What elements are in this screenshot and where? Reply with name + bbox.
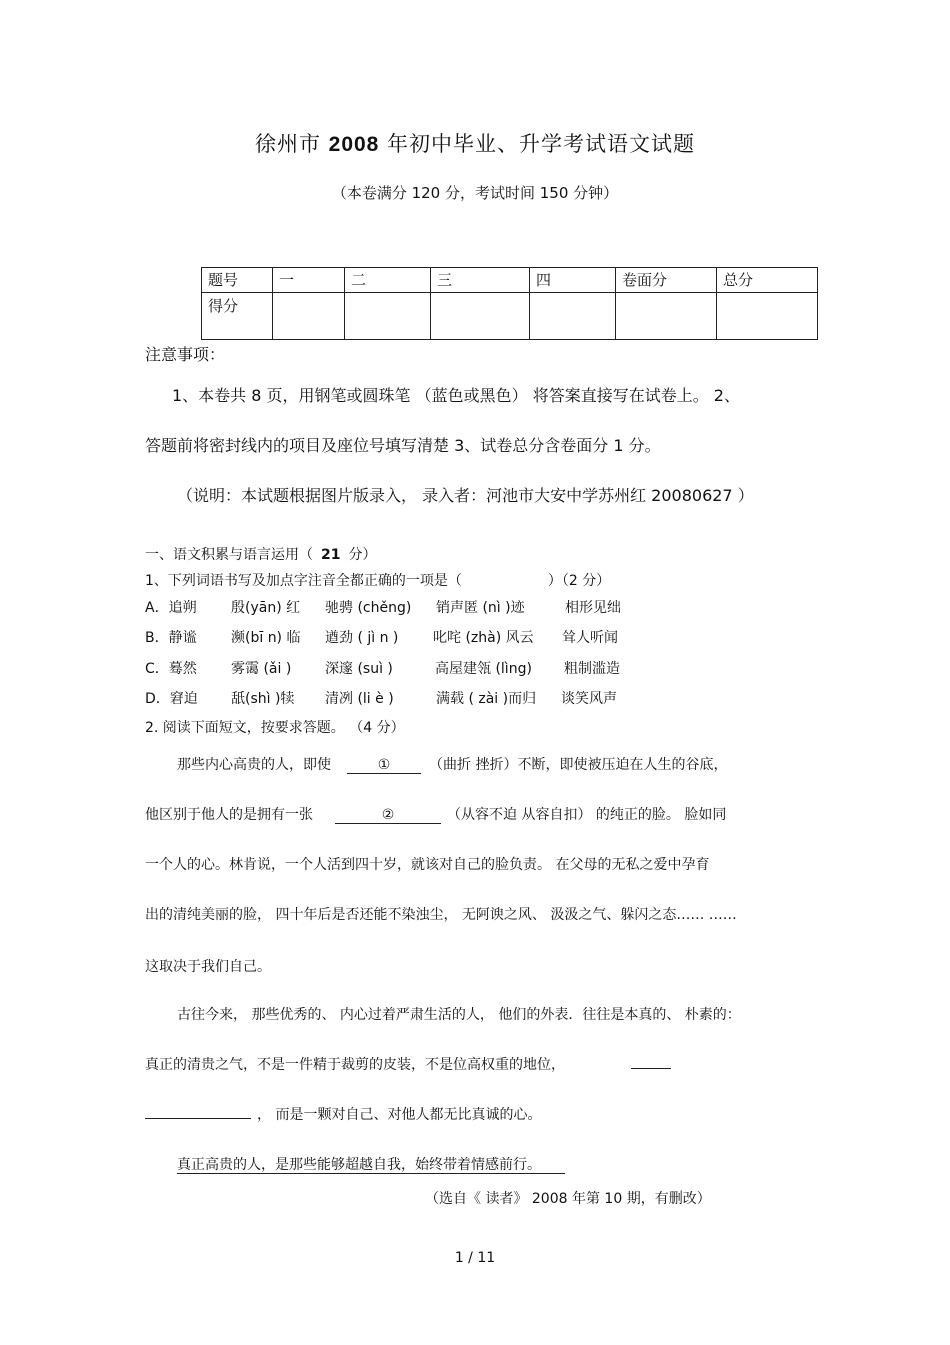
option-label: C．蓦然 <box>145 661 197 677</box>
passage-line-3: 一个人的心。林肯说，一个人活到四十岁，就该对自己的脸负责。 在父母的无私之爱中孕育 <box>145 857 710 873</box>
q1-stem-end: ）（2 分） <box>547 573 611 589</box>
section1-heading-post: 分） <box>348 547 377 563</box>
notes-line-2: 答题前将密封线内的项目及座位号填写清楚 3、试卷总分含卷面分 1 分。 <box>145 436 661 455</box>
passage-text: 真正的清贵之气，不是一件精于裁剪的皮装，不是位高权重的地位， <box>145 1057 565 1073</box>
title-suffix: 年初中毕业、升学考试语文试题 <box>387 132 696 156</box>
section1-score: 21 <box>321 547 341 563</box>
q1-stem-text: 1、下列词语书写及加点字注音全都正确的一项是（ <box>145 573 462 589</box>
question-1-stem <box>145 570 610 590</box>
score-cell[interactable] <box>717 293 818 340</box>
table-cell: 四 <box>530 268 616 293</box>
passage-line-9 <box>177 1154 565 1174</box>
question-2-stem: 2. 阅读下面短文，按要求答题。 （4 分） <box>145 720 405 736</box>
option-word: 高屋建瓴 (lìng) <box>435 661 532 677</box>
option-word: 粗制滥造 <box>564 661 620 677</box>
option-word: 谈笑风声 <box>561 691 617 707</box>
option-d <box>145 688 745 708</box>
passage-line-2 <box>145 804 726 824</box>
table-cell: 得分 <box>202 293 273 340</box>
table-cell: 三 <box>431 268 530 293</box>
passage-text: 他区别于他人的是拥有一张 <box>145 807 313 823</box>
passage-text: （曲折 挫折）不断，即使被压迫在人生的谷底， <box>429 757 728 773</box>
option-word: 舐(shì )犊 <box>231 691 295 707</box>
option-label: D．窘迫 <box>145 691 198 707</box>
option-word: 销声匿 (nì )迹 <box>436 600 525 616</box>
option-word: 遒劲 ( jì n ) <box>325 630 399 646</box>
table-cell: 二 <box>345 268 431 293</box>
option-a <box>145 597 745 617</box>
passage-line-5: 这取决于我们自己。 <box>145 959 271 975</box>
passage-line-8 <box>145 1104 541 1124</box>
option-label: B．静谧 <box>145 630 197 646</box>
table-cell: 一 <box>273 268 345 293</box>
score-cell[interactable] <box>431 293 530 340</box>
notes-heading: 注意事项： <box>145 345 226 364</box>
option-word: 相形见绌 <box>565 600 621 616</box>
title-year: 2008 <box>328 133 380 156</box>
title-prefix: 徐州市 <box>254 132 321 156</box>
option-word: 殷(yān) 红 <box>231 600 301 616</box>
page-number: 1 / 11 <box>454 1250 496 1266</box>
blank-2[interactable]: ② <box>335 807 441 824</box>
underlined-sentence: 真正高贵的人，是那些能够超越自我，始终带着情感前行。 <box>177 1157 565 1174</box>
exam-title <box>0 128 950 158</box>
option-word: 清冽 (li è ) <box>325 691 394 707</box>
passage-text: ， 而是一颗对自己、对他人都无比真诚的心。 <box>257 1107 542 1123</box>
option-c <box>145 658 745 678</box>
passage-text: （从容不迫 从容自扣） 的纯正的脸。 脸如同 <box>447 807 727 823</box>
score-cell[interactable] <box>530 293 616 340</box>
score-table <box>201 267 818 340</box>
blank-3-start[interactable] <box>631 1068 671 1069</box>
score-table-header-row <box>202 268 818 293</box>
score-cell[interactable] <box>616 293 717 340</box>
passage-line-6: 古往今来， 那些优秀的、 内心过着严肃生活的人， 他们的外表．往往是本真的、 朴素的： <box>177 1007 741 1023</box>
option-word: 耸人听闻 <box>562 630 618 646</box>
score-cell[interactable] <box>273 293 345 340</box>
section1-heading <box>145 544 376 564</box>
blank-3-end[interactable] <box>145 1118 251 1119</box>
passage-source: （选自《 读者》 2008 年第 10 期，有删改） <box>425 1191 711 1207</box>
passage-line-4: 出的清纯美丽的脸， 四十年后是否还能不染浊尘， 无阿谀之风、 汲汲之气、躲闪之态…… …… <box>145 907 737 923</box>
option-word: 满载 ( zài )而归 <box>436 691 537 707</box>
passage-line-7 <box>145 1054 671 1074</box>
option-word: 驰骋 (chěng) <box>325 600 412 616</box>
option-label: A．追朔 <box>145 600 197 616</box>
exam-subtitle: （本卷满分 120 分，考试时间 150 分钟） <box>331 184 619 202</box>
notes-line-3: （说明：本试题根据图片版录入， 录入者：河池市大安中学苏州红 20080627 ） <box>177 486 754 505</box>
score-cell[interactable] <box>345 293 431 340</box>
option-b <box>145 627 745 647</box>
option-word: 濒(bī n) 临 <box>231 630 301 646</box>
blank-1[interactable]: ① <box>347 757 421 774</box>
passage-line-1 <box>177 754 727 774</box>
option-word: 雾霭 (ǎi ) <box>231 661 292 677</box>
table-cell: 卷面分 <box>616 268 717 293</box>
option-word: 深邃 (suì ) <box>325 661 393 677</box>
table-cell: 总分 <box>717 268 818 293</box>
section1-heading-pre: 一、语文积累与语言运用（ <box>145 547 313 563</box>
score-table-score-row <box>202 293 818 340</box>
passage-text: 那些内心高贵的人，即使 <box>177 757 331 773</box>
table-cell: 题号 <box>202 268 273 293</box>
option-word: 叱咤 (zhà) 风云 <box>433 630 534 646</box>
notes-line-1: 1、本卷共 8 页，用钢笔或圆珠笔 （蓝色或黑色） 将答案直接写在试卷上。 2、 <box>172 386 740 405</box>
